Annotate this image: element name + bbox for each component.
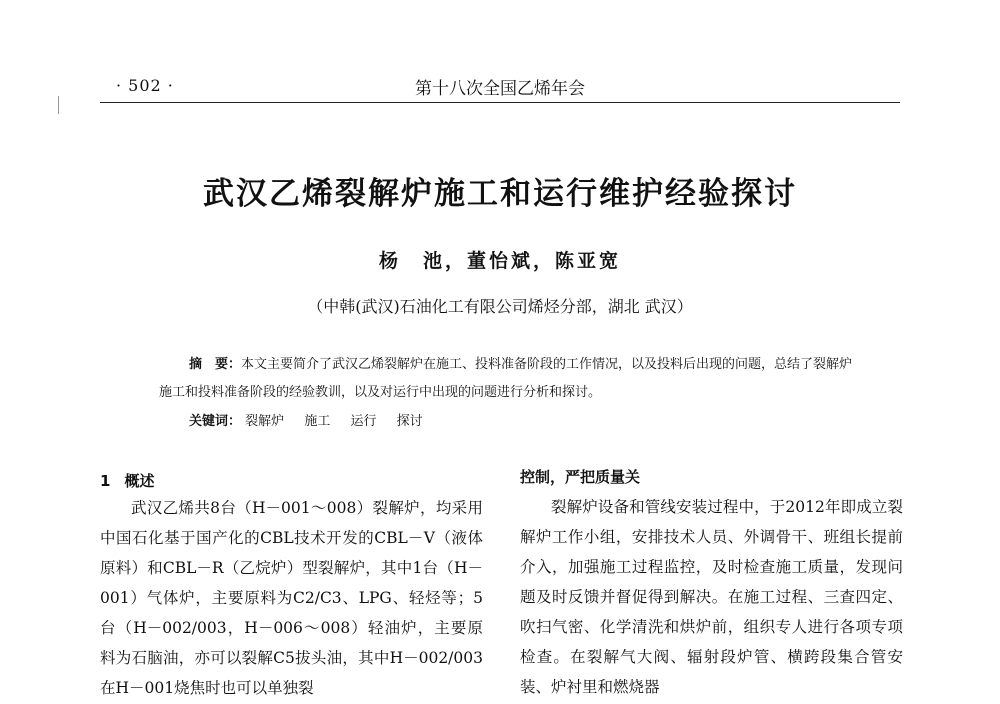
abstract-text: 本文主要简介了武汉乙烯裂解炉在施工、投料准备阶段的工作情况，以及投料后出现的问题，总结了裂解炉施工和投料准备阶段的经验教训，以及对运行中出现的问题进行分析和探讨。 [159, 357, 853, 400]
body-paragraph: 裂解炉设备和管线安装过程中，于2012年即成立裂解炉工作小组，安排技术人员、外调骨干、班组长提前介入，加强施工过程监控，及时检查施工质量，发现问题及时反馈并督促得到解决。在施工过程、三查四定、吹扫气密、化学清洗和烘炉前，组织专人进行各项专项检查。在裂解气大阀、辐射段炉管、横跨段集合管安装、炉衬里和燃烧器 [520, 498, 903, 696]
abstract [159, 351, 856, 407]
abstract-label: 摘 要： [189, 357, 242, 372]
section-number: 1 [100, 472, 111, 490]
left-column [100, 493, 483, 703]
keywords-label: 关键词： [189, 414, 242, 429]
running-header [100, 62, 900, 104]
body-paragraph: 武汉乙烯共8台（H－001～008）裂解炉，均采用中国石化基于国产化的CBL技术开发的CBL－Ⅴ（液体原料）和CBL－R（乙烷炉）型裂解炉，其中1台（H－001）气体炉，主要原料为C2/C3、LPG、轻烃等；5台（H－002/003，H－006～008）轻油炉，主要原料为石脑油，亦可以裂解C5拔头油，其中H－002/003在H－001烧焦时也可以单独裂 [100, 499, 483, 697]
subsection-heading: 控制，严把质量关 [520, 468, 641, 486]
keyword: 运行 [350, 414, 377, 429]
paper-title: 武汉乙烯裂解炉施工和运行维护经验探讨 [203, 176, 797, 212]
header-rule [100, 102, 900, 103]
keyword: 裂解炉 [245, 414, 285, 429]
right-column [520, 462, 903, 702]
conference-name: 第十八次全国乙烯年会 [415, 79, 585, 99]
section-heading [100, 470, 154, 491]
page-number: · 502 · [116, 76, 174, 95]
section-title: 概述 [124, 472, 155, 490]
keyword: 探讨 [396, 414, 423, 429]
keywords [189, 410, 439, 429]
authors: 杨 池，董怡斌，陈亚宽 [378, 250, 621, 272]
keyword: 施工 [304, 414, 331, 429]
scan-margin-mark [58, 96, 59, 114]
affiliation: （中韩(武汉)石油化工有限公司烯烃分部，湖北 武汉） [307, 297, 693, 316]
